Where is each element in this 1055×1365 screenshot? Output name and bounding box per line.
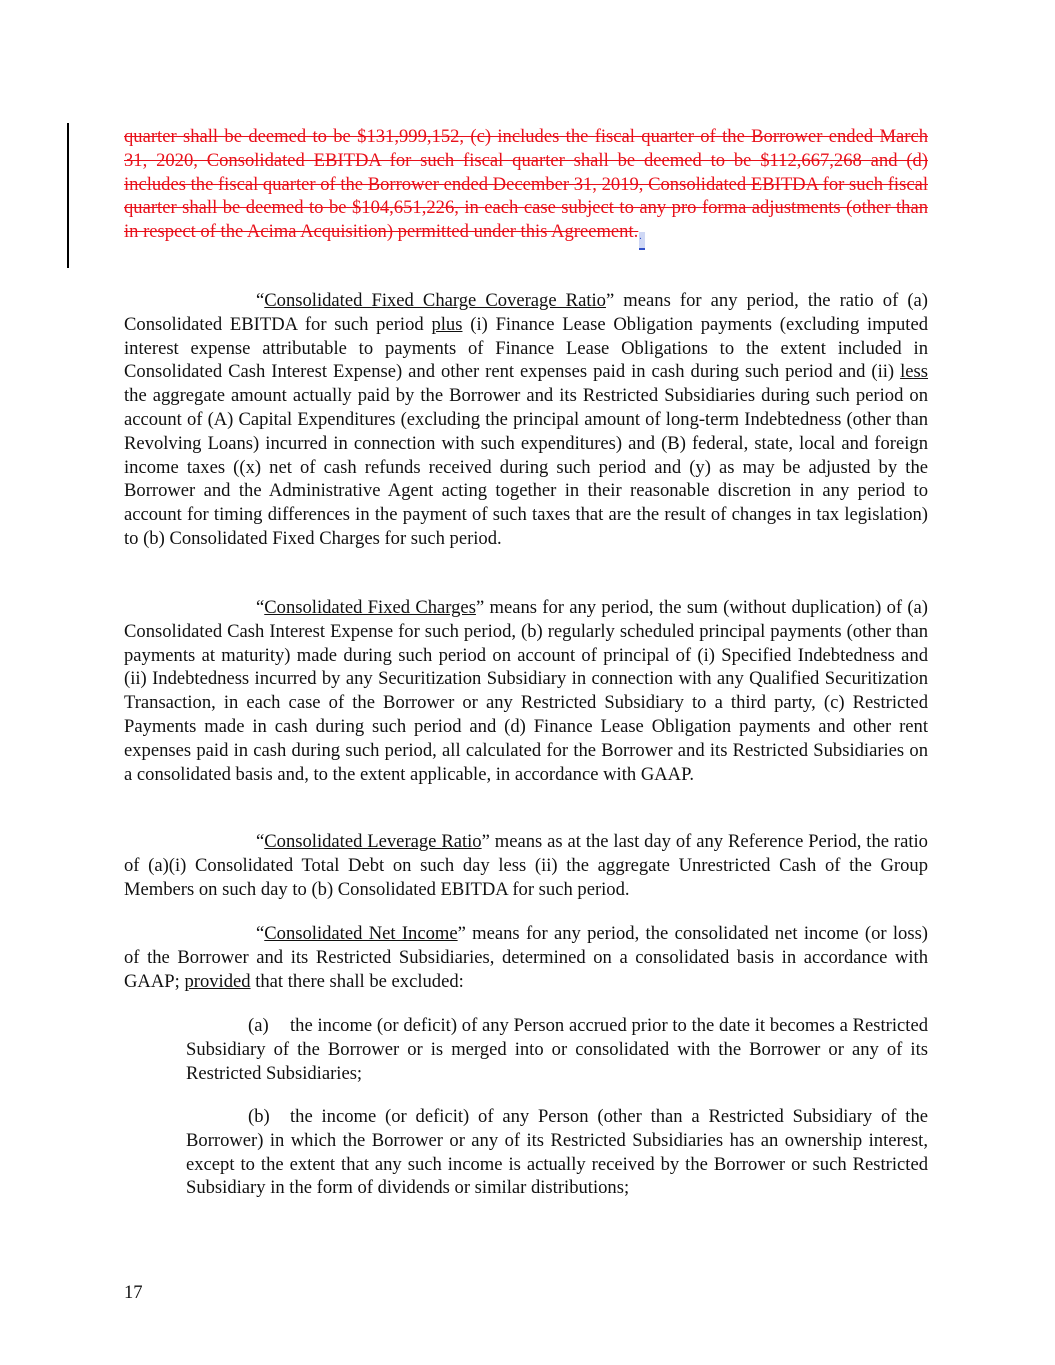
clause-a — [186, 1014, 928, 1085]
open-quote: “ — [256, 923, 265, 944]
definition-fixed-charges — [124, 596, 928, 786]
clause-marker: (a) — [248, 1015, 269, 1036]
definition-text: ” means for any period, the ratio of (a) Consolidated EBITDA for such period — [124, 290, 928, 335]
definition-text: that there shall be excluded: — [250, 970, 464, 992]
open-quote: “ — [256, 597, 265, 618]
provided-emphasis: provided — [184, 970, 251, 992]
plus-emphasis: plus — [431, 313, 463, 335]
definition-text: (i) Finance Lease Obligation payments (excluding imputed interest expense attributable to payments of Finance Lease Obligations to the extent included in Consolidated Cash Interest Expense) and other rent expenses paid in cash during such period and (ii) — [124, 313, 928, 383]
defined-term: Consolidated Fixed Charges — [264, 597, 476, 618]
definition-fixed-charge-coverage-ratio — [124, 289, 928, 551]
deleted-text: quarter shall be deemed to be $131,999,152, (c) includes the fiscal quarter of the Borrower ended March 31, 2020, Consolidated EBITDA for such fiscal quarter shall be deemed to be $112,667,268 and (d) includes the fiscal quarter of the Borrower ended December 31, 2019, Consolidated EBITDA for such fiscal quarter shall be deemed to be $104,651,226, in each case subject to any pro forma adjustments (other than in respect of the Acima Acquisition) permitted under this Agreement. — [124, 126, 928, 243]
definition-text: the aggregate amount actually paid by the Borrower and its Restricted Subsidiaries during such period on account of (A) Capital Expenditures (excluding the principal amount of long-term Indebtedness (other than Revolving Loans) incurred in connection with such expenditures) and (B) federal, state, local and foreign income taxes ((x) net of cash refunds received during such period and (y) as may be adjusted by the Borrower and the Administrative Agent acting together in their reasonable discretion in any period to account for timing differences in the payment of such taxes that are the result of changes in tax legislation) to (b) Consolidated Fixed Charges for such period. — [124, 385, 928, 549]
page-number: 17 — [124, 1282, 143, 1303]
open-quote: “ — [256, 831, 265, 852]
clause-text: the income (or deficit) of any Person (other than a Restricted Subsidiary of the Borrower) in which the Borrower or any of its Restricted Subsidiaries has an ownership interest, except to the extent that any such income is actually received by the Borrower or such Restricted Subsidiary in the form of dividends or similar distributions; — [186, 1106, 928, 1199]
deleted-text-block — [124, 125, 928, 250]
defined-term: Consolidated Fixed Charge Coverage Ratio — [264, 290, 606, 311]
definition-leverage-ratio — [124, 830, 928, 901]
definition-text: ” means for any period, the sum (without duplication) of (a) Consolidated Cash Interest Expense for such period, (b) regularly scheduled principal payments (other than payments at maturity) made during such period on account of principal of (i) Specified Indebtedness and (ii) Indebtedness incurred by any Securitization Subsidiary in connection with any Qualified Securitization Transaction, in each case of the Borrower or any Restricted Subsidiary to a third party, (c) Restricted Payments made in cash during such period and (d) Finance Lease Obligation payments and other rent expenses paid in cash during such period, all calculated for the Borrower and its Restricted Subsidiaries on a consolidated basis and, to the extent applicable, in accordance with GAAP. — [124, 597, 929, 785]
clause-marker: (b) — [248, 1106, 270, 1127]
defined-term: Consolidated Leverage Ratio — [264, 831, 482, 852]
definition-text: ” means as at the last day of any Reference Period, the ratio of (a)(i) Consolidated Total Debt on such day less (ii) the aggregate Unrestricted Cash of the Group Members on such day to (b) Consolidated EBITDA for such period. — [124, 831, 928, 900]
inserted-text-mark: . — [639, 232, 645, 250]
revision-change-bar — [67, 123, 69, 268]
open-quote: “ — [256, 290, 265, 311]
defined-term: Consolidated Net Income — [264, 923, 458, 944]
less-emphasis: less — [900, 361, 928, 383]
clause-text: the income (or deficit) of any Person accrued prior to the date it becomes a Restricted Subsidiary of the Borrower or is merged into or consolidated with the Borrower or any of its Restricted Subsidiaries; — [186, 1015, 928, 1084]
definition-text: ” means for any period, the consolidated net income (or loss) of the Borrower and its Restricted Subsidiaries, determined on a consolidated basis in accordance with GAAP; — [124, 923, 929, 992]
clause-b — [186, 1105, 928, 1200]
definition-net-income — [124, 922, 928, 993]
